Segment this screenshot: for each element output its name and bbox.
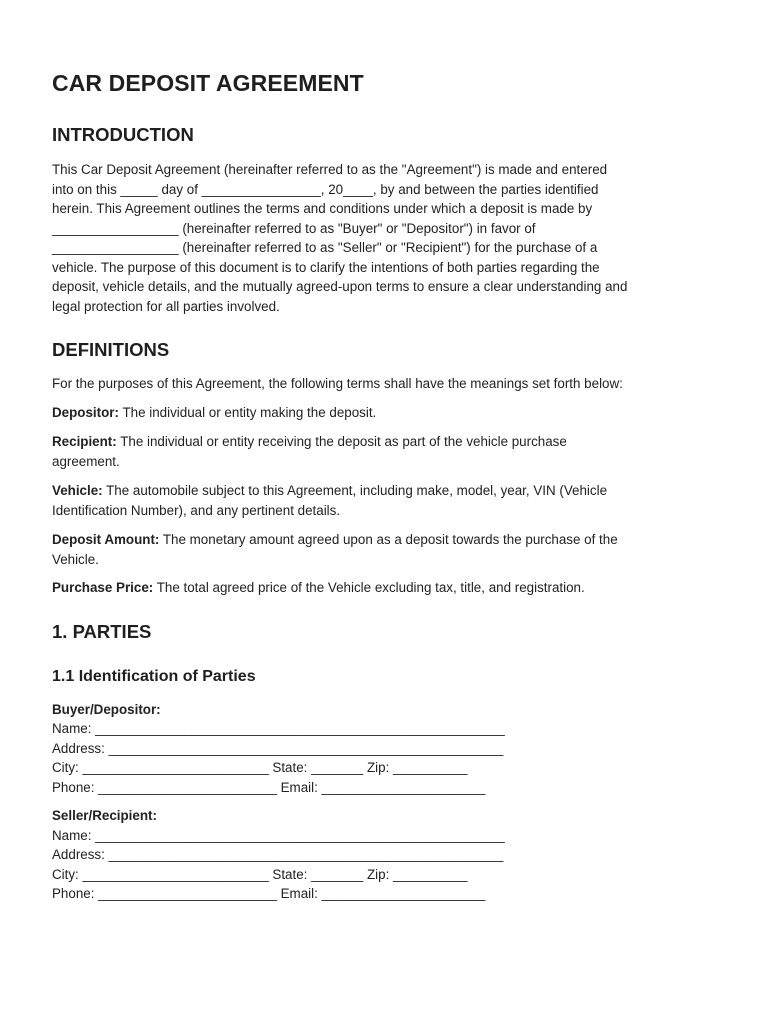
document-title: CAR DEPOSIT AGREEMENT bbox=[52, 70, 364, 96]
definition-text: The individual or entity making the deposit. bbox=[118, 405, 377, 420]
intro-line: vehicle. The purpose of this document is to clarify the intentions of both parties regarding the bbox=[52, 259, 600, 275]
intro-line: deposit, vehicle details, and the mutually agreed-upon terms to ensure a clear understanding and bbox=[52, 279, 628, 294]
buyer-city-state-zip-field: City: _________________________ State: _______ Zip: __________ bbox=[52, 760, 468, 775]
definition-text: Identification Number), and any pertinent details. bbox=[52, 502, 341, 518]
seller-phone-email-field: Phone: ________________________ Email: ______________________ bbox=[52, 886, 486, 901]
definition-text: The total agreed price of the Vehicle excluding tax, title, and registration. bbox=[153, 580, 585, 595]
intro-line: legal protection for all parties involved. bbox=[52, 298, 280, 314]
definition-line bbox=[52, 578, 585, 598]
buyer-name-field: Name: _______________________________________________________ bbox=[52, 721, 505, 736]
buyer-phone-email-field: Phone: ________________________ Email: ______________________ bbox=[52, 779, 486, 795]
definition-text: agreement. bbox=[52, 453, 120, 469]
definitions-intro: For the purposes of this Agreement, the following terms shall have the meanings set forth below: bbox=[52, 376, 623, 391]
seller-address-field: Address: _____________________________________________________ bbox=[52, 847, 504, 862]
intro-line: _________________ (hereinafter referred to as "Buyer" or "Depositor") in favor of bbox=[52, 220, 536, 236]
definition-text: The individual or entity receiving the deposit as part of the vehicle purchase bbox=[116, 434, 567, 449]
definition-line bbox=[52, 530, 618, 550]
definition-term: Depositor: bbox=[52, 405, 119, 420]
seller-label: Seller/Recipient: bbox=[52, 808, 157, 823]
intro-line: herein. This Agreement outlines the terms and conditions under which a deposit is made by bbox=[52, 201, 593, 216]
definition-text: The monetary amount agreed upon as a deposit towards the purchase of the bbox=[159, 532, 618, 547]
intro-line: _________________ (hereinafter referred to as "Seller" or "Recipient") for the purchase of a bbox=[52, 240, 598, 255]
definition-line bbox=[52, 432, 567, 452]
definition-line bbox=[52, 481, 607, 501]
introduction-heading: INTRODUCTION bbox=[52, 124, 194, 145]
seller-name-field: Name: _______________________________________________________ bbox=[52, 827, 505, 843]
definition-text: The automobile subject to this Agreement, including make, model, year, VIN (Vehicle bbox=[102, 483, 608, 498]
buyer-address-field: Address: _____________________________________________________ bbox=[52, 740, 504, 756]
buyer-label: Buyer/Depositor: bbox=[52, 702, 161, 717]
intro-line: This Car Deposit Agreement (hereinafter referred to as the "Agreement") is made and entered bbox=[52, 162, 608, 177]
parties-heading: 1. PARTIES bbox=[52, 621, 152, 642]
seller-city-state-zip-field: City: _________________________ State: _______ Zip: __________ bbox=[52, 866, 468, 882]
definition-term: Deposit Amount: bbox=[52, 532, 160, 547]
definition-term: Purchase Price: bbox=[52, 580, 154, 595]
parties-subheading: 1.1 Identification of Parties bbox=[52, 668, 256, 685]
definition-term: Vehicle: bbox=[52, 483, 103, 498]
definitions-heading: DEFINITIONS bbox=[52, 339, 170, 360]
intro-line: into on this _____ day of ________________, 20____, by and between the parties identified bbox=[52, 181, 599, 197]
definition-text: Vehicle. bbox=[52, 551, 99, 567]
definition-line bbox=[52, 403, 376, 423]
definition-term: Recipient: bbox=[52, 434, 117, 449]
